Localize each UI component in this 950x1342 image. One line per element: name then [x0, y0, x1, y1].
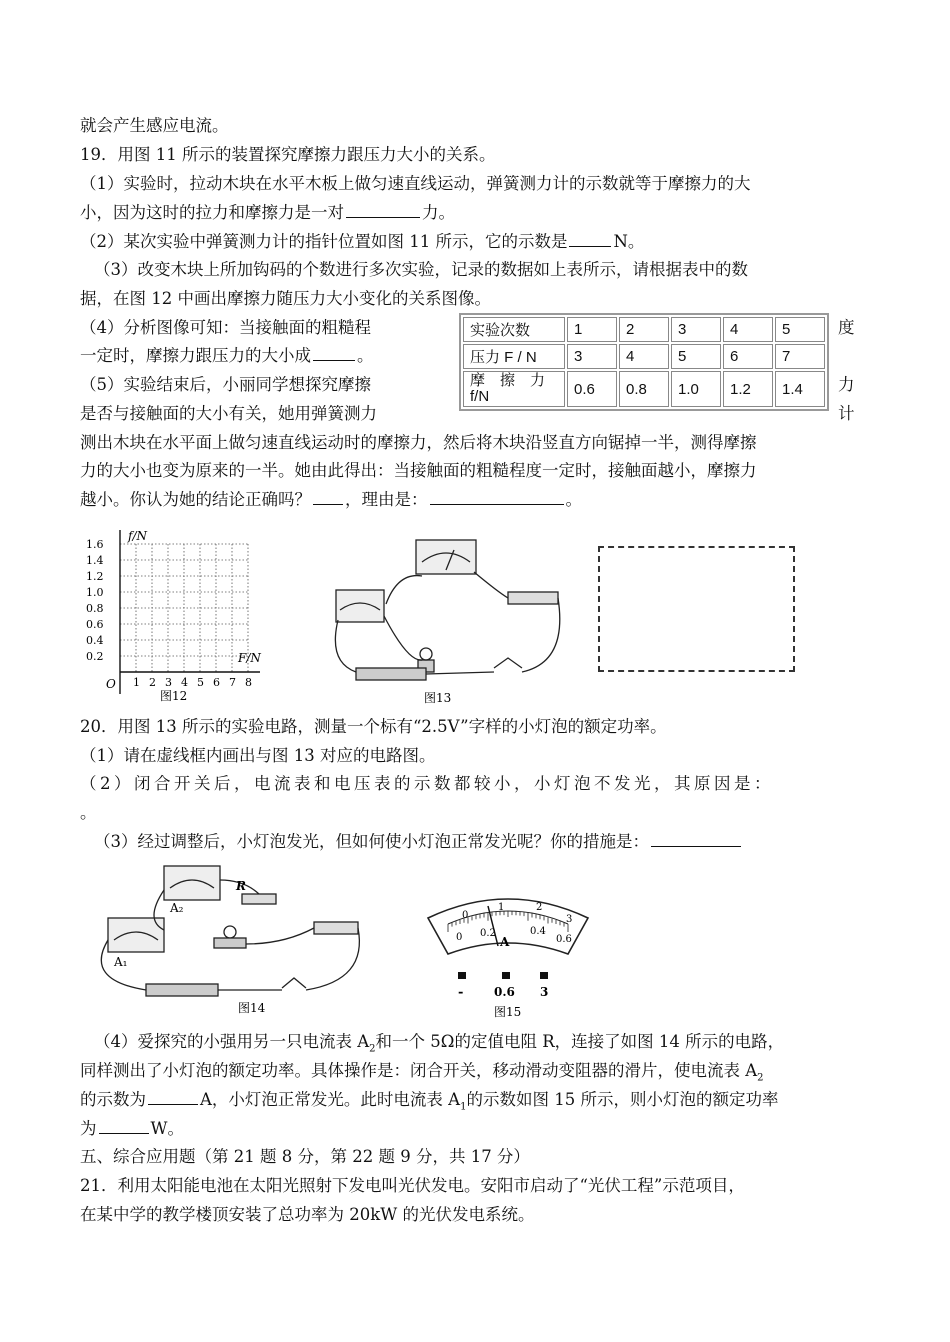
y-tick-label: 0.6 [86, 618, 104, 631]
answer-blank[interactable] [148, 1090, 198, 1105]
answer-blank[interactable] [651, 832, 741, 847]
text: f/N [470, 388, 490, 405]
ammeter-icon [336, 590, 384, 622]
table-header-cell [463, 371, 565, 407]
text: 。 [565, 490, 582, 509]
text-line [94, 1031, 784, 1060]
text: 同样测出了小灯泡的额定功率。具体操作是：闭合开关，移动滑动变阻器的滑片，使电流表 A [80, 1061, 758, 1080]
text: A，小灯泡正常发光。此时电流表 A [200, 1090, 461, 1109]
wire [474, 572, 508, 598]
x-tick-label: 6 [213, 676, 220, 689]
scale-label: 0 [456, 932, 463, 943]
table-cell: 2 [619, 317, 669, 342]
figure-12-grid[interactable] [84, 524, 264, 704]
x-tick-label: 5 [197, 676, 204, 689]
text-line: 度 [838, 318, 855, 337]
wire [306, 928, 359, 990]
figure-15-caption: 图15 [494, 1005, 522, 1019]
text-line: （5）实验结束后，小丽同学想探究摩擦 [80, 375, 371, 394]
y-axis-label: f/N [128, 529, 147, 543]
table-cell: 5 [775, 317, 825, 342]
text-line: 力 [838, 375, 855, 394]
resistor-icon [242, 894, 276, 904]
table-cell: 1.0 [671, 371, 721, 407]
table-cell: 6 [723, 344, 773, 369]
answer-blank[interactable] [430, 490, 564, 505]
text: W。 [150, 1119, 184, 1138]
wire [246, 928, 314, 944]
y-tick-label: 1.2 [86, 570, 104, 583]
text: 一定时，摩擦力跟压力的大小成 [80, 346, 311, 365]
text-line: 就会产生感应电流。 [80, 116, 229, 135]
x-tick-label: 4 [181, 676, 188, 689]
lamp-icon [224, 926, 236, 938]
wire [386, 576, 422, 604]
text: 。 [357, 346, 374, 365]
table-cell: 0.6 [567, 371, 617, 407]
scale-label: 1 [498, 902, 505, 913]
wire [426, 672, 494, 674]
scale-label: 0 [462, 910, 469, 921]
question-21-title: 21．利用太阳能电池在太阳光照射下发电叫光伏发电。安阳市启动了“光伏工程”示范项目， [80, 1176, 745, 1195]
y-tick-label: 1.0 [86, 586, 104, 599]
figure-14-caption: 图14 [238, 1001, 266, 1015]
section-five-title: 五、综合应用题（第 21 题 8 分，第 22 题 9 分，共 17 分） [80, 1147, 530, 1166]
text: ，理由是： [345, 490, 428, 509]
y-tick-label: 0.8 [86, 602, 104, 615]
text-line [94, 831, 743, 853]
terminal-icon [458, 972, 466, 979]
text: （3）经过调整后，小灯泡发光，但如何使小灯泡正常发光呢？你的措施是： [94, 832, 649, 851]
subscript: 2 [757, 1072, 764, 1084]
table-row [463, 317, 825, 342]
subscript: 1 [460, 1101, 467, 1113]
text-line: 据，在图 12 中画出摩擦力随压力大小变化的关系图像。 [80, 289, 491, 308]
table-header-cell: 实验次数 [463, 317, 565, 342]
scale-label: 0.4 [530, 926, 546, 937]
text: （2）某次实验中弹簧测力计的指针位置如图 11 所示，它的示数是 [80, 232, 568, 251]
answer-blank[interactable] [313, 490, 343, 505]
y-tick-label: 1.6 [86, 538, 104, 551]
resistor-label: R [236, 879, 246, 893]
table-header-cell: 压力 F / N [463, 344, 565, 369]
table-cell: 1 [567, 317, 617, 342]
text: 力。 [422, 203, 455, 222]
scale-label: 0.6 [556, 934, 572, 945]
switch-icon [494, 658, 522, 668]
origin-label: O [106, 677, 116, 691]
unit-label: A [500, 935, 510, 949]
text: 摩 擦 力 [470, 372, 546, 389]
scale-label: 0.2 [480, 928, 496, 939]
answer-blank[interactable] [569, 232, 611, 247]
figure-15-ammeter-dial [418, 888, 598, 1022]
switch-icon [282, 978, 306, 988]
text: 的示数为 [80, 1090, 146, 1109]
wire [335, 620, 356, 672]
scale-label: 3 [566, 914, 573, 925]
terminal-label: - [458, 985, 464, 1000]
battery-icon [146, 984, 218, 996]
text-line: （1）实验时，拉动木块在水平木板上做匀速直线运动，弹簧测力计的示数就等于摩擦力的大 [80, 174, 751, 193]
lamp-base-icon [214, 938, 246, 948]
text: 的示数如图 15 所示，则小灯泡的额定功率 [466, 1090, 779, 1109]
x-tick-label: 7 [229, 676, 236, 689]
text-line: 。 [80, 803, 97, 822]
text-line: 计 [838, 404, 855, 423]
x-tick-label: 8 [245, 676, 252, 689]
terminal-label: 3 [540, 985, 549, 999]
text-line [80, 489, 582, 511]
x-tick-label: 2 [149, 676, 156, 689]
text-line: 测出木块在水平面上做匀速直线运动时的摩擦力，然后将木块沿竖直方向锯掉一半，测得摩擦 [80, 433, 757, 452]
circuit-answer-box[interactable] [598, 546, 795, 672]
text-line [80, 1118, 184, 1140]
ammeter-a2-label: A₂ [170, 901, 184, 915]
question-19-title: 19．用图 11 所示的装置探究摩擦力跟压力大小的关系。 [80, 145, 496, 164]
table-cell: 4 [619, 344, 669, 369]
text-line: （2）闭合开关后，电流表和电压表的示数都较小，小灯泡不发光，其原因是： [80, 774, 774, 793]
figure-13-circuit [318, 532, 578, 708]
battery-icon [356, 668, 426, 680]
text: 和一个 5Ω的定值电阻 R，连接了如图 14 所示的电路， [375, 1032, 785, 1051]
text-line: 在某中学的教学楼顶安装了总功率为 20kW 的光伏发电系统。 [80, 1205, 535, 1224]
terminal-icon [502, 972, 510, 979]
text-line [80, 1060, 764, 1089]
ammeter-a1-label: A₁ [114, 955, 128, 969]
answer-blank[interactable] [99, 1119, 149, 1134]
figure-12-caption: 图12 [160, 689, 188, 703]
text: 小，因为这时的拉力和摩擦力是一对 [80, 203, 344, 222]
table-cell: 3 [567, 344, 617, 369]
text-line [80, 202, 455, 224]
text: 为 [80, 1119, 97, 1138]
text: （4）爱探究的小强用另一只电流表 A [94, 1032, 370, 1051]
scale-label: 2 [536, 902, 543, 913]
figure-13-caption: 图13 [424, 691, 452, 705]
figure-14-circuit [84, 860, 374, 1018]
text-line: （4）分析图像可知：当接触面的粗糙程 [80, 318, 371, 337]
lamp-icon [420, 648, 432, 660]
answer-blank[interactable] [346, 203, 420, 218]
table-cell: 0.8 [619, 371, 669, 407]
table-row [463, 344, 825, 369]
x-tick-label: 1 [133, 676, 140, 689]
table-cell: 3 [671, 317, 721, 342]
table-cell: 4 [723, 317, 773, 342]
data-table [459, 313, 829, 411]
text: 越小。你认为她的结论正确吗？ [80, 490, 311, 509]
text-line: （1）请在虚线框内画出与图 13 对应的电路图。 [80, 746, 436, 765]
text-line [80, 1089, 778, 1118]
rheostat-icon [314, 922, 358, 934]
ammeter-a2-icon [164, 866, 220, 900]
y-tick-label: 0.2 [86, 650, 104, 663]
text-line [80, 231, 644, 253]
answer-blank[interactable] [313, 346, 355, 361]
wire [522, 598, 560, 672]
grid-lines [120, 544, 248, 672]
table-cell: 1.2 [723, 371, 773, 407]
question-20-title: 20．用图 13 所示的实验电路，测量一个标有“2.5V”字样的小灯泡的额定功率。 [80, 717, 667, 736]
table-cell: 7 [775, 344, 825, 369]
text-line: 是否与接触面的大小有关，她用弹簧测力 [80, 404, 377, 423]
terminal-icon [540, 972, 548, 979]
y-tick-label: 1.4 [86, 554, 104, 567]
text-line: 力的大小也变为原来的一半。她由此得出：当接触面的粗糙程度一定时，接触面越小，摩擦力 [80, 461, 757, 480]
table-cell: 5 [671, 344, 721, 369]
text-line [80, 345, 374, 367]
x-tick-label: 3 [165, 676, 172, 689]
y-tick-label: 0.4 [86, 634, 104, 647]
rheostat-icon [508, 592, 558, 604]
table-cell: 1.4 [775, 371, 825, 407]
text: N。 [613, 232, 645, 251]
subscript: 2 [369, 1043, 376, 1055]
wire [384, 616, 422, 660]
terminal-label: 0.6 [494, 985, 515, 999]
x-axis-label: F/N [238, 651, 261, 665]
table-row [463, 371, 825, 407]
text-line: （3）改变木块上所加钩码的个数进行多次实验，记录的数据如上表所示，请根据表中的数 [94, 260, 748, 279]
